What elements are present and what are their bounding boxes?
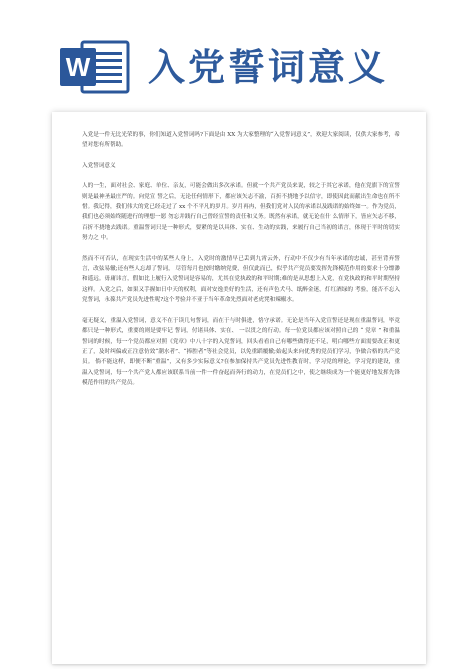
document-title: 入党誓词意义 [148, 46, 388, 89]
word-icon-letter: W [65, 52, 91, 82]
header [0, 0, 474, 110]
body-paragraph: 人的一生，面对社会、家庭、单位、亲友，可能会做出多次承诺。但就一个共产党员来说，较之于其它承诺，他在党旗下的宣誓则是最神圣最庄严的。向党宣 誓之后，无论任何情形下，都应该矢志不渝，百折不挠地予以信守，即使因此而献出生命也在所不惜。我记得，我们伟大的党已经走过了 xx 个不平凡的岁月。岁月再冉，但我们党对人民的承诺以及践诺的始终如一。作为党员，我们也必须始终随进行的理想一愿 勿忘并践行自己曾经宣誓的责任和义务。既然有承诺，就无论在什 么情形下，皆应矢志不移，百折不挠地去践诺。重温誓词只是一种形式，要紧的是以具体、实在、生动的实践，来履行自己当初的诺言，体现于平时的切实努力之 中。 [82, 183, 400, 242]
document-body [82, 130, 400, 389]
body-paragraph: 然而不可否认，在现实生活中的某些人身上，入党时的激情早已丢到九霄云外，行动中不仅少有当年承诺的忠诚，甚至背弃誓言，改弦易辙;还有些人忘却了誓词， 尽管每月也按时缴纳党费，但仅此而已，似乎共产党员要发挥先锋模范作用的要求十分缥渺和遥远。毋庸讳言，假如比上履行入党誓词是容易的，尤其在党执政的和平时期;难的是从思想上入党，在党执政的和平时期坚持这样。入党之后，如果又手握如日中天的权利，面对安逸美好的生活，还有声色犬马、纸醉金迷，灯红酒绿的 考验，能否不忘入党誓词，永葆共产党员先进性呢?这个考验并不亚于当年革命先烈面对老虎凳和辣椒水。 [82, 255, 400, 304]
section-heading: 入党誓词意义 [82, 162, 116, 169]
body-paragraph: 毫无疑义，重温入党誓词，意义不在于读几句誓词，而在于与时俱进，恪守承诺。无论是当年入党宣誓还是现在重温誓词，毕竟都只是一种形式，重要的则是要牢记 誓词，付诸具体、实在、 一以贯之的行动。每一位党员都应该对照自己的 “ 党章 ” 和重温誓词的时候，每一个党员都应对照《党章》中八十字的入党誓词，回头看看自己有哪些做得还不足，明白哪些方面需要改正和更 正了，及时纠偏或正注意仿效“潮水者”、“捧腔者”等社会党员，以免重蹈覆辙;始起头来向优秀的党员们学习，争做合格的共产党员。 倘不能这样，即便不断“重温”，又有多少实际意义?在参加保持共产党员先进性教育时，学习党的理论，学习党的建设，重温入党誓词，每一个共产党人都应该联系当前一件一件奋起而奔行的动力，在党员们之中，使之继续成为一个能更好地发挥先锋模范作用的共产党员。 [82, 317, 400, 387]
document-page [52, 112, 426, 664]
word-document-icon [56, 38, 132, 96]
intro-paragraph: 入党是一件无比光荣的事，你们知道入党誓词吗?下面是由 XX 为大家整理的“入党誓词意义”，欢迎大家阅读，仅供大家参考，希望对您有所帮助。 [82, 132, 400, 149]
